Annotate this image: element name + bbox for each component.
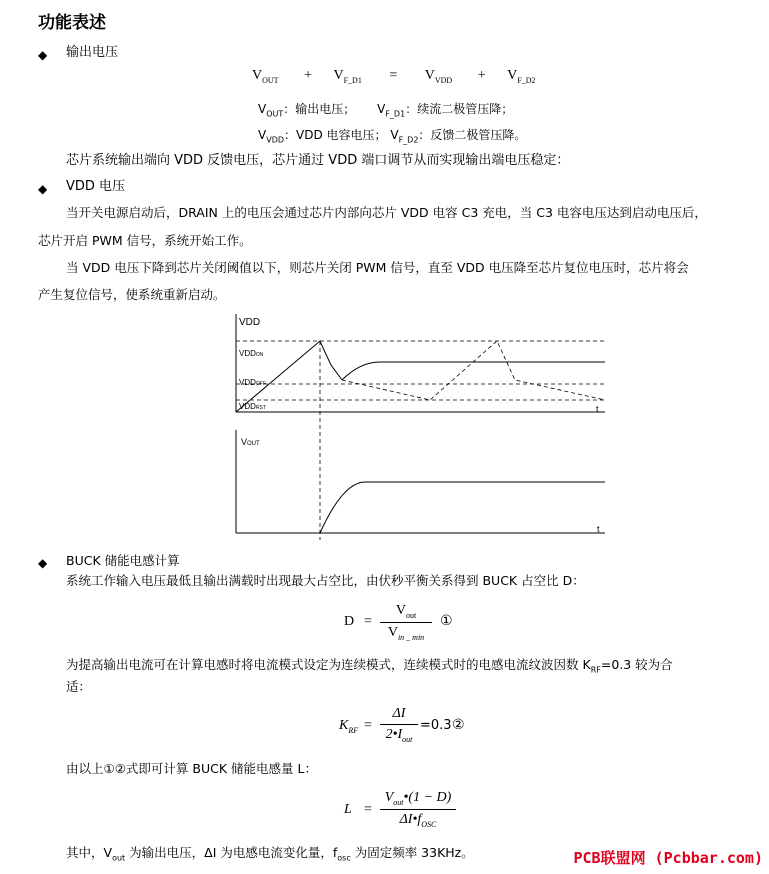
bullet-diamond-icon: ◆	[38, 182, 48, 196]
eq3-fraction: $V_{out}•(1 - D)$ $\Delta I•f_{OSC}$	[380, 790, 456, 829]
top-axis-label: VDD	[239, 317, 261, 328]
vdd-normal-waveform	[342, 362, 605, 380]
definition-line-1: $V_{OUT}$：输出电压； $V_{F\_D1}$：续流二极管压降；	[258, 102, 514, 119]
bullet-diamond-icon: ◆	[38, 48, 48, 62]
vdd-timing-diagram	[225, 308, 615, 544]
eq3-equals: =	[364, 802, 372, 817]
eq2-equals: =	[364, 718, 372, 733]
section-heading-vdd: VDD 电压	[66, 179, 126, 194]
vout-axis-label: VOUT	[241, 437, 260, 447]
vdd-rst-label: VDDRST	[239, 402, 266, 411]
eq1-circle-number: ①	[440, 614, 453, 629]
vdd-restart-waveform	[342, 341, 605, 400]
paragraph-duty-cycle: 系统工作输入电压最低且输出满载时出现最大占空比，由伏秒平衡关系得到 BUCK 占空比 D：	[66, 573, 585, 588]
paragraph-feedback: 芯片系统输出端向 VDD 反馈电压，芯片通过 VDD 端口调节从而实现输出端电压稳定：	[66, 153, 570, 168]
eq2-lhs: $K_{RF}$	[339, 718, 359, 735]
output-voltage-equation: $V_{OUT} + V_{F\_D1} = V_{VDD} + V_{F\_D2}$	[252, 68, 536, 85]
eq3-lhs: L	[344, 802, 352, 817]
page-title: 功能表述	[38, 13, 106, 33]
bullet-diamond-icon: ◆	[38, 556, 48, 570]
definition-line-2: $V_{VDD}$：VDD 电容电压； $V_{F\_D2}$：反馈二极管压降。	[258, 128, 527, 145]
vdd-on-label: VDDON	[239, 349, 264, 358]
paragraph-startup-line1: 当开关电源启动后，DRAIN 上的电压会通过芯片内部向芯片 VDD 电容 C3 充电，当 C3 电容电压达到启动电压后，	[66, 205, 707, 220]
eq2-circle-number: ②	[452, 718, 465, 733]
section-heading-output-voltage: 输出电压	[66, 45, 119, 60]
eq2-rhs: =0.3	[420, 718, 452, 733]
paragraph-inductance: 由以上①②式即可计算 BUCK 储能电感量 L：	[66, 761, 317, 776]
eq1-fraction: $V_{out}$ $V_{in \_ min}$	[380, 603, 432, 642]
eq1-lhs: D	[344, 614, 355, 629]
vdd-off-label: VDDOFF	[239, 378, 266, 387]
bottom-time-label: t	[597, 524, 600, 534]
paragraph-definitions: 其中，$V_{out}$ 为输出电压，ΔI 为电感电流变化量，$f_{osc}$ 为固定频率 33KHz。	[66, 845, 474, 863]
paragraph-ripple-line1: 为提高输出电流可在计算电感时将电流模式设定为连续模式，连续模式时的电感电流纹波因数 $K_{RF}=0.3$ 较为合	[66, 657, 673, 675]
eq2-fraction: ΔI $2•I_{out}$	[380, 706, 418, 744]
paragraph-ripple-line2: 适：	[66, 679, 92, 694]
paragraph-shutdown-line2: 产生复位信号，使系统重新启动。	[38, 287, 226, 302]
vout-waveform	[320, 482, 605, 533]
section-heading-buck: BUCK 储能电感计算	[66, 553, 180, 568]
paragraph-shutdown-line1: 当 VDD 电压下降到芯片关闭阈值以下，则芯片关闭 PWM 信号，直至 VDD 电压降至芯片复位电压时，芯片将会	[66, 260, 689, 275]
paragraph-startup-line2: 芯片开启 PWM 信号，系统开始工作。	[38, 233, 252, 248]
site-watermark: PCB联盟网 (Pcbbar.com)	[573, 849, 763, 867]
top-time-label: t	[596, 404, 599, 414]
eq1-equals: =	[364, 614, 372, 629]
